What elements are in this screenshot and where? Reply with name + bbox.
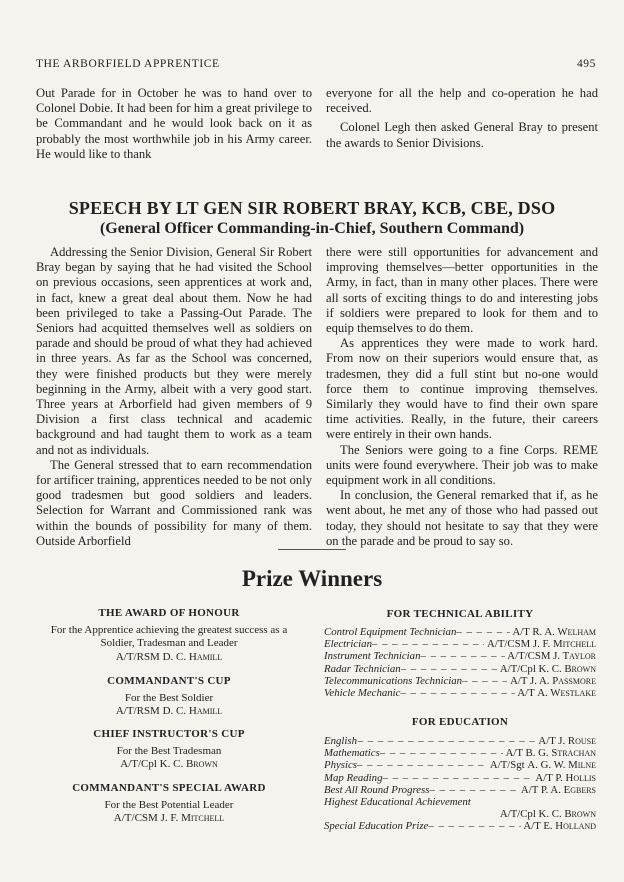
prize-row: Radar Technician – – – A/T/Cpl K. C. Brown: [324, 663, 596, 675]
award-title: COMMANDANT'S SPECIAL AWARD: [72, 782, 266, 794]
technical-prize-list: [324, 626, 596, 699]
award-title: THE AWARD OF HONOUR: [98, 607, 240, 619]
award-title: CHIEF INSTRUCTOR'S CUP: [93, 728, 245, 740]
speech-left-column: [36, 245, 312, 549]
prize-row: Map Reading – – – A/T P. Hollis: [324, 772, 596, 784]
award-description: For the Best Potential Leader: [104, 798, 234, 811]
award-winner: A/T/CSM J. F. Mitchell: [113, 812, 225, 824]
paragraph: The General stressed that to earn recommendation for artificer training, apprentices needed to be not only good tradesmen but good soldiers and leaders. Selection for Warrant and Commissioned rank was within the bounds of possibility for many of them. Outside Arborfield: [36, 457, 312, 548]
top-left-column: [36, 86, 312, 162]
paragraph: In conclusion, the General remarked that if, as he went about, he met any of those who had passed out today, they should not hesitate to say that they were on the parade and be proud to say so.: [326, 488, 598, 548]
award-winner: A/T/RSM D. C. Hamill: [115, 705, 223, 717]
prize-row: Control Equipment Technician – – – A/T R. A. Welham: [324, 626, 596, 638]
education-prize-list: [324, 735, 596, 833]
prize-row: Telecommunications Technician – – – A/T J. A. Passmore: [324, 675, 596, 687]
prize-row: Special Education Prize – – – A/T E. Holland: [324, 820, 596, 832]
top-right-column: [326, 86, 598, 151]
education-title: FOR EDUCATION: [411, 716, 509, 728]
page-number: 495: [576, 58, 596, 70]
prize-row: Electrician – – – A/T/CSM J. F. Mitchell: [324, 638, 596, 650]
award-winner: A/T/RSM D. C. Hamill: [115, 650, 223, 663]
award-block: [34, 728, 304, 772]
paragraph: Colonel Legh then asked General Bray to present the awards to Senior Divisions.: [326, 120, 598, 150]
prize-row: Best All Round Progress – – – A/T P. A. Egbers: [324, 784, 596, 796]
award-description: For the Apprentice achieving the greatest success as a Soldier, Tradesman and Leader: [50, 623, 288, 649]
award-title: COMMANDANT'S CUP: [107, 675, 231, 687]
journal-title: THE ARBORFIELD APPRENTICE: [36, 58, 220, 70]
divider: [278, 549, 346, 550]
prize-row: Vehicle Mechanic – – – A/T A. Westlake: [324, 687, 596, 699]
paragraph: Out Parade for in October he was to hand over to Colonel Dobie. It had been for him a great privilege to be Commandant and he would look back on it as probably the most worthwhile job in his Army career. He would like to thank: [36, 86, 312, 161]
award-block: [34, 607, 304, 664]
award-winner: A/T/Cpl K. C. Brown: [120, 758, 218, 770]
award-description: For the Best Soldier: [124, 691, 214, 704]
award-block: [34, 675, 304, 719]
prize-row: Highest Educational Achievement: [324, 796, 471, 809]
running-header: [36, 58, 596, 70]
award-description: For the Best Tradesman: [116, 744, 222, 757]
prize-row: Physics – – – A/T/Sgt A. G. W. Milne: [324, 759, 596, 771]
speech-title: SPEECH BY LT GEN SIR ROBERT BRAY, KCB, CBE, DSO: [68, 198, 556, 218]
paragraph: there were still opportunities for advancement and improving themselves—better opportunities in the Army, in fact, than in many other places. There were all sorts of exciting things to do and interesting jobs if soldiers were prepared to look for them and to equip themselves to do them.: [326, 245, 598, 336]
prize-row: Instrument Technician – – – A/T/CSM J. Taylor: [324, 650, 596, 662]
speech-right-column: [326, 245, 598, 549]
speech-subtitle: (General Officer Commanding-in-Chief, Southern Command): [99, 220, 525, 237]
award-block: [34, 782, 304, 826]
paragraph: As apprentices they were made to work hard. From now on their superiors would ensure that, as tradesmen, they did a full stint but no-one would force them to continue improving themselves. Similarly they would have to find their own spare time activities. Really, in the future, their careers were entirely in their own hands.: [326, 336, 598, 442]
technical-ability-title: FOR TECHNICAL ABILITY: [386, 608, 534, 620]
prize-row: English – – – A/T J. Rouse: [324, 735, 596, 747]
paragraph: The Seniors were going to a fine Corps. REME units were found everywhere. Their job was to make equipment work in all conditions.: [326, 442, 598, 488]
paragraph: everyone for all the help and co-operation he had received.: [326, 86, 598, 116]
paragraph: Addressing the Senior Division, General Sir Robert Bray began by saying that he had visited the School on previous occasions, seen apprentices at work and, in fact, knew a great deal about them. Now he had been privileged to take a Passing-Out Parade. The Seniors had acquitted themselves well as soldiers on parade and should be proud of what they had achieved in three years. As far as the School was concerned, they were finished products but they were merely beginning in the Army, albeit with a very good start. Three years at Arborfield had given members of 9 Division a first class technical and academic background and had taught them to work as a team and not as individuals.: [36, 245, 312, 457]
prize-row: Mathematics – – – A/T B. G. Strachan: [324, 747, 596, 759]
prize-winners-title: Prize Winners: [241, 566, 383, 591]
prize-row-continued: A/T/Cpl K. C. Brown: [499, 808, 596, 821]
